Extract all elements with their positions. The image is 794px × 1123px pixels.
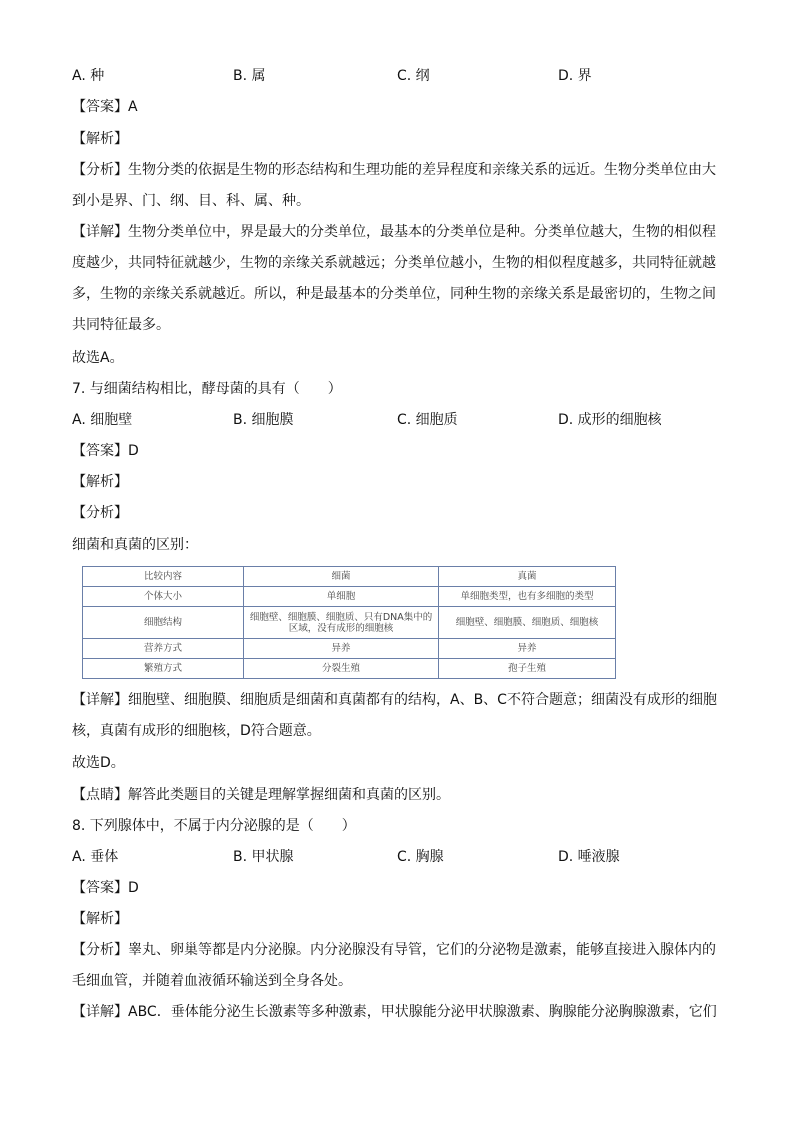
detail-text: 【详解】生物分类单位中，界是最大的分类单位，最基本的分类单位是种。分类单位越大，生物的相似程度越少，共同特征就越少，生物的亲缘关系就越远；分类单位越小，生物的相似程度越多，共同特征就越多，生物的亲缘关系就越近。所以，种是最基本的分类单位，同种生物的亲缘关系是最密切的，生物之间共同特征最多。 <box>72 224 716 333</box>
table-header-row <box>83 567 616 587</box>
analysis-text: 【分析】生物分类的依据是生物的形态结构和生理功能的差异程度和亲缘关系的远近。生物分类单位由大到小是界、门、纲、目、科、属、种。 <box>72 162 716 209</box>
choice-text: 故选A。 <box>72 350 124 366</box>
table-row <box>83 639 616 659</box>
analysis-label: 【解析】 <box>72 474 128 490</box>
answer: 【答案】D <box>72 443 139 459</box>
table-cell: 细胞壁、细胞膜、细胞质、细胞核 <box>438 607 615 639</box>
table-row <box>83 607 616 639</box>
table-cell: 单细胞 <box>244 587 439 607</box>
question-stem: 7. 与细菌结构相比，酵母菌的具有（ ） <box>72 381 342 397</box>
table-header-cell: 比较内容 <box>83 567 244 587</box>
table-row <box>83 587 616 607</box>
table-row <box>83 659 616 679</box>
table-intro: 细菌和真菌的区别： <box>72 537 198 553</box>
table-header-cell: 细菌 <box>244 567 439 587</box>
table-cell: 单细胞类型，也有多细胞的类型 <box>438 587 615 607</box>
option-b: B. 甲状腺 <box>233 849 294 865</box>
table-cell: 营养方式 <box>83 639 244 659</box>
option-c: C. 纲 <box>397 68 430 84</box>
detail-text: 【详解】细胞壁、细胞膜、细胞质是细菌和真菌都有的结构，A、B、C不符合题意；细菌没有成形的细胞核，真菌有成形的细胞核，D符合题意。 <box>72 692 717 739</box>
table-header-cell: 真菌 <box>438 567 615 587</box>
table-cell: 异养 <box>438 639 615 659</box>
choice-text: 故选D。 <box>72 755 125 771</box>
option-a: A. 垂体 <box>72 849 119 865</box>
table-cell: 繁殖方式 <box>83 659 244 679</box>
comparison-table <box>82 566 616 679</box>
analysis-label: 【解析】 <box>72 911 128 927</box>
question-stem: 8. 下列腺体中，不属于内分泌腺的是（ ） <box>72 818 356 834</box>
option-d: D. 唾液腺 <box>558 849 620 865</box>
option-d: D. 成形的细胞核 <box>558 412 662 428</box>
table-cell: 异养 <box>244 639 439 659</box>
detail-text: 【详解】ABC．垂体能分泌生长激素等多种激素，甲状腺能分泌甲状腺激素、胸腺能分泌胸腺激素，它们 <box>72 1004 717 1020</box>
option-a: A. 细胞壁 <box>72 412 133 428</box>
table-cell: 孢子生殖 <box>438 659 615 679</box>
option-c: C. 胸腺 <box>397 849 444 865</box>
option-a: A. 种 <box>72 68 105 84</box>
answer: 【答案】A <box>72 99 138 115</box>
fenxi-label: 【分析】 <box>72 505 128 521</box>
option-c: C. 细胞质 <box>397 412 458 428</box>
option-b: B. 属 <box>233 68 266 84</box>
key-point-text: 【点睛】解答此类题目的关键是理解掌握细菌和真菌的区别。 <box>72 787 450 803</box>
analysis-label: 【解析】 <box>72 131 128 147</box>
table-cell: 分裂生殖 <box>244 659 439 679</box>
option-d: D. 界 <box>558 68 592 84</box>
analysis-text: 【分析】睾丸、卵巢等都是内分泌腺。内分泌腺没有导管，它们的分泌物是激素，能够直接进入腺体内的毛细血管，并随着血液循环输送到全身各处。 <box>72 942 716 989</box>
answer: 【答案】D <box>72 880 139 896</box>
table-cell: 细胞结构 <box>83 607 244 639</box>
option-b: B. 细胞膜 <box>233 412 294 428</box>
table-cell: 个体大小 <box>83 587 244 607</box>
table-cell: 细胞壁、细胞膜、细胞质、只有DNA集中的区域，没有成形的细胞核 <box>244 607 439 639</box>
